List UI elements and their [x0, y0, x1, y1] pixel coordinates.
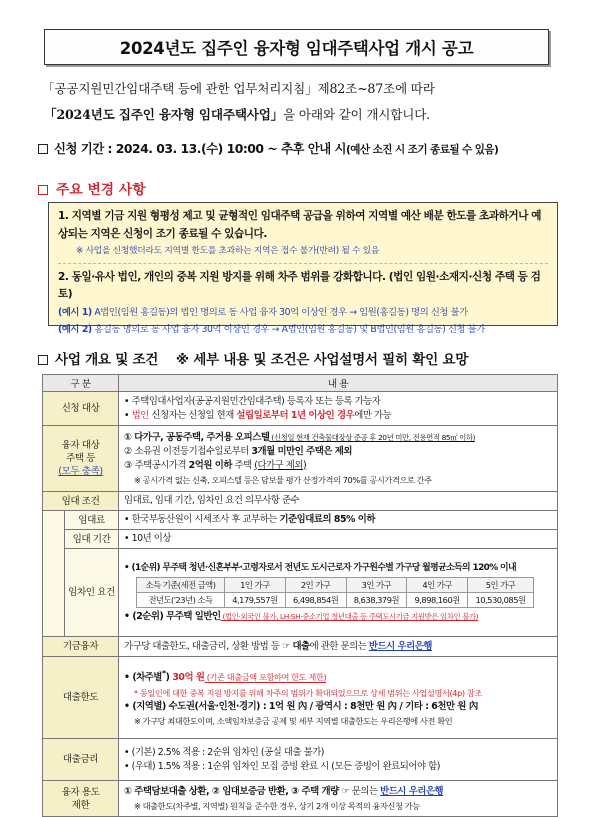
income-header-row: 소득 기준(세전 금액) 1인 가구 2인 가구 3인 가구 4인 가구 5인 가구 [137, 578, 534, 593]
table-row [43, 426, 558, 492]
table-row [43, 739, 558, 781]
page-title: 2024년도 집주인 융자형 임대주택사업 개시 공고 [44, 29, 549, 65]
table-row [43, 530, 558, 549]
table-header-row [43, 375, 558, 392]
checkbox-square-icon [38, 144, 48, 154]
table-row [43, 657, 558, 739]
table-row [43, 637, 558, 657]
target-housing-content: ① 다가구, 공동주택, 주거용 오피스텔 (신청일 현재 건축물대장상 준공 후 20년 미만, 전용면적 85㎡ 이하) ② 소유권 이전등기접수일로부터 3개월 미만인 주택은 제외 ③ 주택공시가격 2억원 이하 주택 (다가구 제외) ※ 공시가격 없는 신축, 오피스텔 등은 담보물 평가 산정가격의 70%를 공시가격으로 간주 [119, 426, 558, 492]
intro-line-1: 「공공지원민간임대주택 등에 관한 업무처리지침」제82조~87조에 따라 [42, 81, 435, 96]
row-label-rent: 임대료 [65, 511, 119, 530]
intro-line-2: 「2024년도 집주인 융자형 임대주택사업」을 아래와 같이 개시합니다. [44, 107, 430, 122]
changes-heading: 주요 변경 사항 [38, 178, 146, 198]
intro-text [42, 76, 562, 128]
row-label-usage: 융자 용도 제한 [43, 781, 119, 817]
changes-box [48, 202, 558, 335]
row-label-tenant: 임차인 요건 [65, 549, 119, 637]
usage-content: ① 주택담보대출 상환, ② 임대보증금 반환, ③ 주택 개량 ☞ 문의는 반드시 우리은행 ※ 대출한도(차주별, 지역별) 원칙을 준수한 경우, 상기 2개 이상 목적의 융자신청 가능 [119, 781, 558, 817]
checkbox-square-icon [38, 185, 48, 195]
change-item-1: 1. 지역별 기금 지원 형평성 제고 및 균형적인 임대주택 공급을 위하여 지역별 예산 배분 한도를 초과하거나 예상되는 지역은 신청이 조기 종료될 수 있습니다. [58, 210, 541, 240]
divider [58, 263, 548, 267]
tenant-content: • (1순위) 무주택 청년·신혼부부·고령자로서 전년도 도시근로자 가구원수별 가구당 월평균소득의 120% 이내 소득 기준(세전 금액) 1인 가구 2인 가구 3인 가구 4인 가구 5인 가구 전년도('23년) 소득 4,179,557원 6,498,854원 8,638,379원 9,898,160원 10,530,085원 • (2순위) 무주택 일반인 (법인·외국인 불가, LH·SH·중소기업 청년대출 등 주택도시기금 지원받은 임차인 불가) [119, 549, 558, 637]
table-row [43, 492, 558, 511]
table-row [43, 549, 558, 637]
row-label-lease-terms: 임대 조건 [43, 492, 119, 511]
change-example-2: (예시 2) 홍길동 명의로 동 사업 융자 30억 이상인 경우 → A법인(임원 홍길동) 및 B법인(임원 홍길동) 신청 불가 [58, 324, 485, 335]
row-label-fund: 기금융자 [43, 637, 119, 657]
limit-content: • (차주별*) 30억 원 (기존 대출금액 포함하여 한도 제한) * 동일인에 대한 중복 지원 방지를 위해 차주의 범위가 확대되었으므로 상세 범위는 사업설명서(4p) 참조 • (지역별) 수도권(서울·인천·경기) : 1억 원 內 / 광역시 : 8천만 원 內 / 기타 : 6천만 원 內 ※ 가구당 최대한도이며, 소액임차보증금 공제 및 세부 지역별 대출한도는 우리은행에 사전 확인 [119, 657, 558, 739]
change-item-2: 2. 동일·유사 법인, 개인의 중복 지원 방지를 위해 차주 범위를 강화합니다. (법인 임원·소재지·신청 주택 등 검토) [58, 270, 541, 300]
table-row [43, 781, 558, 817]
row-label-rate: 대출금리 [43, 739, 119, 781]
overview-table [42, 374, 558, 817]
income-value-row: 전년도('23년) 소득 4,179,557원 6,498,854원 8,638,379원 9,898,160원 10,530,085원 [137, 593, 534, 608]
lease-terms-content: 임대료, 임대 기간, 임차인 요건 의무사항 준수 [119, 492, 558, 511]
change-example-1: (예시 1) A법인(임원 홍길동)의 법인 명의로 동 사업 융자 30억 이상인 경우 → 임원(홍길동) 명의 신청 불가 [58, 306, 468, 318]
col-content-header: 내 용 [119, 375, 558, 392]
application-period: 신청 기간 : 2024. 03. 13.(수) 10:00 ~ 추후 안내 시(예산 소진 시 조기 종료될 수 있음) [38, 139, 578, 157]
row-label-target-housing: 융자 대상 주택 등 (모두 충족) [43, 426, 119, 492]
table-row [43, 392, 558, 426]
rate-content: • (기본) 2.5% 적용 : 2순위 임차인 (공실 대출 불가) • (우대) 1.5% 적용 : 1순위 임차인 모집 증빙 완료 시 (모든 증빙이 완료되어야 함) [119, 739, 558, 781]
row-label-limit: 대출한도 [43, 657, 119, 739]
period-content: • 10년 이상 [119, 530, 558, 549]
row-label-period: 임대 기간 [65, 530, 119, 549]
row-label-eligibility: 신청 대상 [43, 392, 119, 426]
rent-content: • 한국부동산원이 시세조사 후 교부하는 기준임대료의 85% 이하 [119, 511, 558, 530]
change-item-1-note: ※ 사업을 신청했더라도 지역별 한도를 초과하는 지역은 접수 불가(반려) 될 수 있음 [76, 246, 380, 256]
table-row [43, 511, 558, 530]
checkbox-square-icon [38, 355, 48, 365]
lease-terms-spacer [43, 511, 65, 637]
fund-content: 가구당 대출한도, 대출금리, 상환 방법 등 ☞ 대출에 관한 문의는 반드시 우리은행 [119, 637, 558, 657]
income-table [136, 577, 534, 608]
eligibility-content: • 주택임대사업자(공공지원민간임대주택) 등록자 또는 등록 가능자 • 법인 신청자는 신청일 현재 설립일로부터 1년 이상인 경우에만 가능 [119, 392, 558, 426]
col-category-header: 구 분 [43, 375, 119, 392]
overview-heading: 사업 개요 및 조건 ※ 세부 내용 및 조건은 사업설명서 필히 확인 요망 [38, 348, 568, 368]
